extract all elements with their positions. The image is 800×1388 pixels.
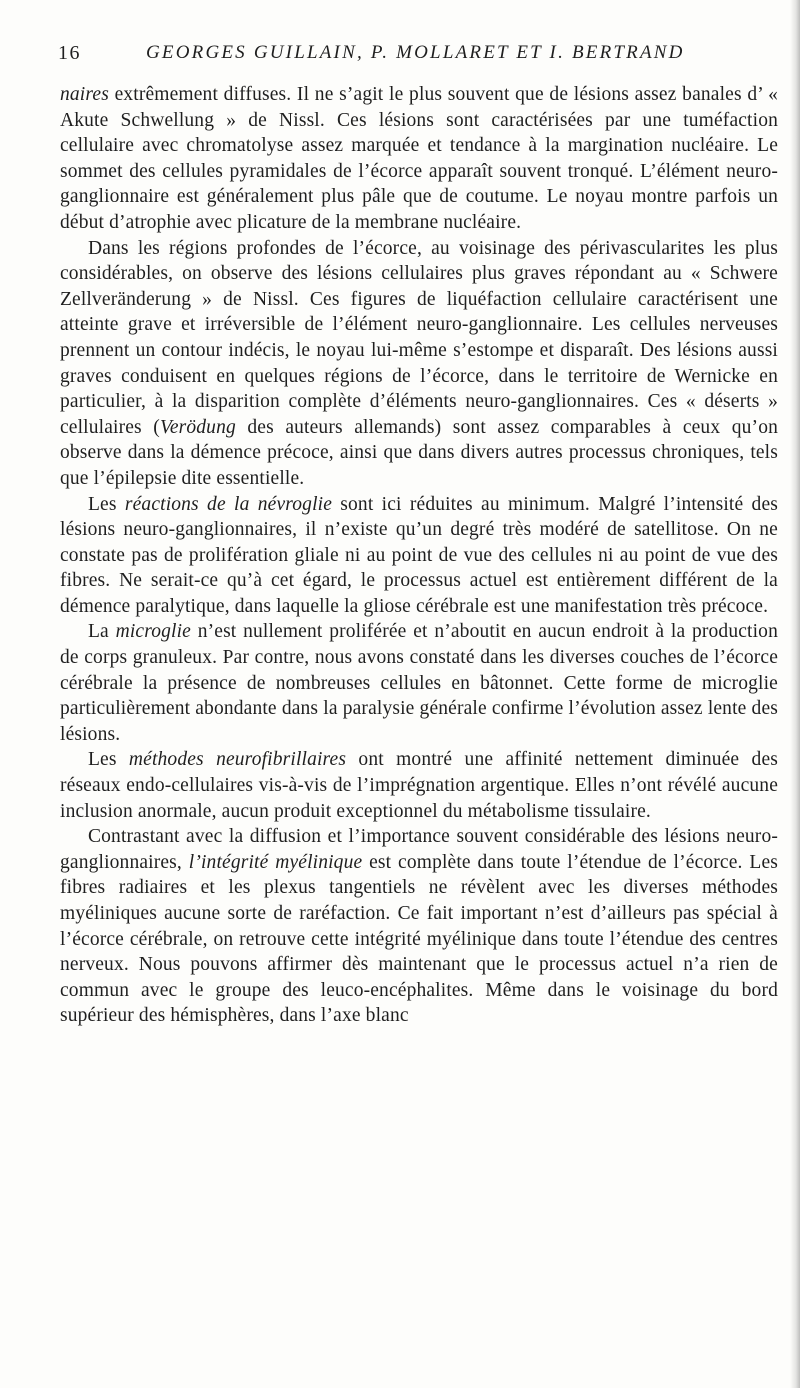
text-run: Dans les régions profondes de l’écorce, au voisinage des périvascularites les plus considérables, on observe des lésions cellulaires plus graves répondant au « Schwere Zellveränderung » de Nissl. Ces figures de liquéfaction cellulaire caractérisent une atteinte grave et irréversible de l’élément neuro-ganglionnaire. Les cellules nerveuses prennent un contour indécis, le noyau lui-même s’estompe et disparaît. Des lésions aussi graves conduisent en quelques régions de l’écorce, dans le territoire de Wernicke en particulier, à la disparition complète d’éléments neuro-ganglionnaires. Ces « déserts » cellulaires ( bbox=[60, 237, 778, 438]
text-run: Les bbox=[88, 749, 129, 771]
paragraph bbox=[60, 82, 778, 236]
paragraph bbox=[60, 747, 778, 824]
page-header bbox=[58, 42, 772, 68]
paragraph bbox=[60, 236, 778, 492]
page-number: 16 bbox=[58, 42, 81, 64]
text-run: sont ici réduites au minimum. Malgré l’intensité des lésions neuro-ganglionnaires, il n’existe qu’un degré très modéré de satellitose. On ne constate pas de prolifération gliale ni au point de vue des cellules ni au point de vue des fibres. Ne serait-ce qu’à cet égard, le processus actuel est entièrement différent de la démence paralytique, dans laquelle la gliose cérébrale est une manifestation très précoce. bbox=[60, 493, 779, 617]
text-run: Contrastant avec la diffusion et l’importance souvent considérable des lésions neuro-ganglionnaires, bbox=[60, 826, 778, 873]
text-run: microglie bbox=[115, 621, 191, 643]
text-run: naires bbox=[60, 84, 109, 105]
text-run: ont montré une affinité nettement diminuée des réseaux endo-cellulaires vis-à-vis de l’imprégnation argentique. Elles n’ont révélé aucune inclusion anormale, aucun produit exceptionnel du métabolisme tissulaire. bbox=[60, 749, 778, 822]
text-run: n’est nullement proliférée et n’aboutit en aucun endroit à la production de corps granuleux. Par contre, nous avons constaté dans les diverses couches de l’écorce cérébrale la présence de nombreuses cellules en bâtonnet. Cette forme de microglie particulièrement abondante dans la paralysie générale confirme l’évolution assez lente des lésions. bbox=[60, 621, 778, 745]
text-run: Verödung bbox=[159, 416, 236, 438]
paragraph bbox=[60, 619, 778, 747]
page-edge-shadow bbox=[790, 0, 800, 1388]
text-run: des auteurs allemands) sont assez comparables à ceux qu’on observe dans la démence précoce, ainsi que dans divers autres processus chroniques, tels que l’épilepsie dite essentielle. bbox=[60, 416, 778, 489]
text-run: La bbox=[88, 621, 116, 643]
body-text bbox=[60, 82, 778, 1029]
paragraph bbox=[60, 824, 778, 1029]
text-run: est complète dans toute l’étendue de l’écorce. Les fibres radiaires et les plexus tangentiels ne révèlent avec les diverses méthodes myéliniques aucune sorte de raréfaction. Ce fait important n’est d’ailleurs pas spécial à l’écorce cérébrale, on retrouve cette intégrité myélinique dans toute l’étendue des centres nerveux. Nous pouvons affirmer dès maintenant que le processus actuel n’a rien de commun avec le groupe des leuco-encéphalites. Même dans le voisinage du bord supérieur des hémisphères, dans l’axe blanc bbox=[60, 851, 778, 1027]
text-run: réactions de la névroglie bbox=[124, 493, 333, 515]
text-run: méthodes neurofibrillaires bbox=[128, 749, 347, 771]
text-run: Les bbox=[88, 493, 125, 515]
text-run: l’intégrité myélinique bbox=[188, 851, 363, 873]
paragraph bbox=[60, 492, 778, 620]
running-head: GEORGES GUILLAIN, P. MOLLARET ET I. BERTRAND bbox=[146, 42, 685, 63]
text-run: extrêmement diffuses. Il ne s’agit le plus souvent que de lésions assez banales d’ « Akute Schwellung » de Nissl. Ces lésions sont caractérisées par une tuméfaction cellulaire avec chromatolyse assez marquée et tendance à la margination nucléaire. Le sommet des cellules pyramidales de l’écorce apparaît souvent tronqué. L’élément neuro-ganglionnaire est généralement plus pâle que de coutume. Le noyau montre parfois un début d’atrophie avec plicature de la membrane nucléaire. bbox=[60, 84, 778, 233]
